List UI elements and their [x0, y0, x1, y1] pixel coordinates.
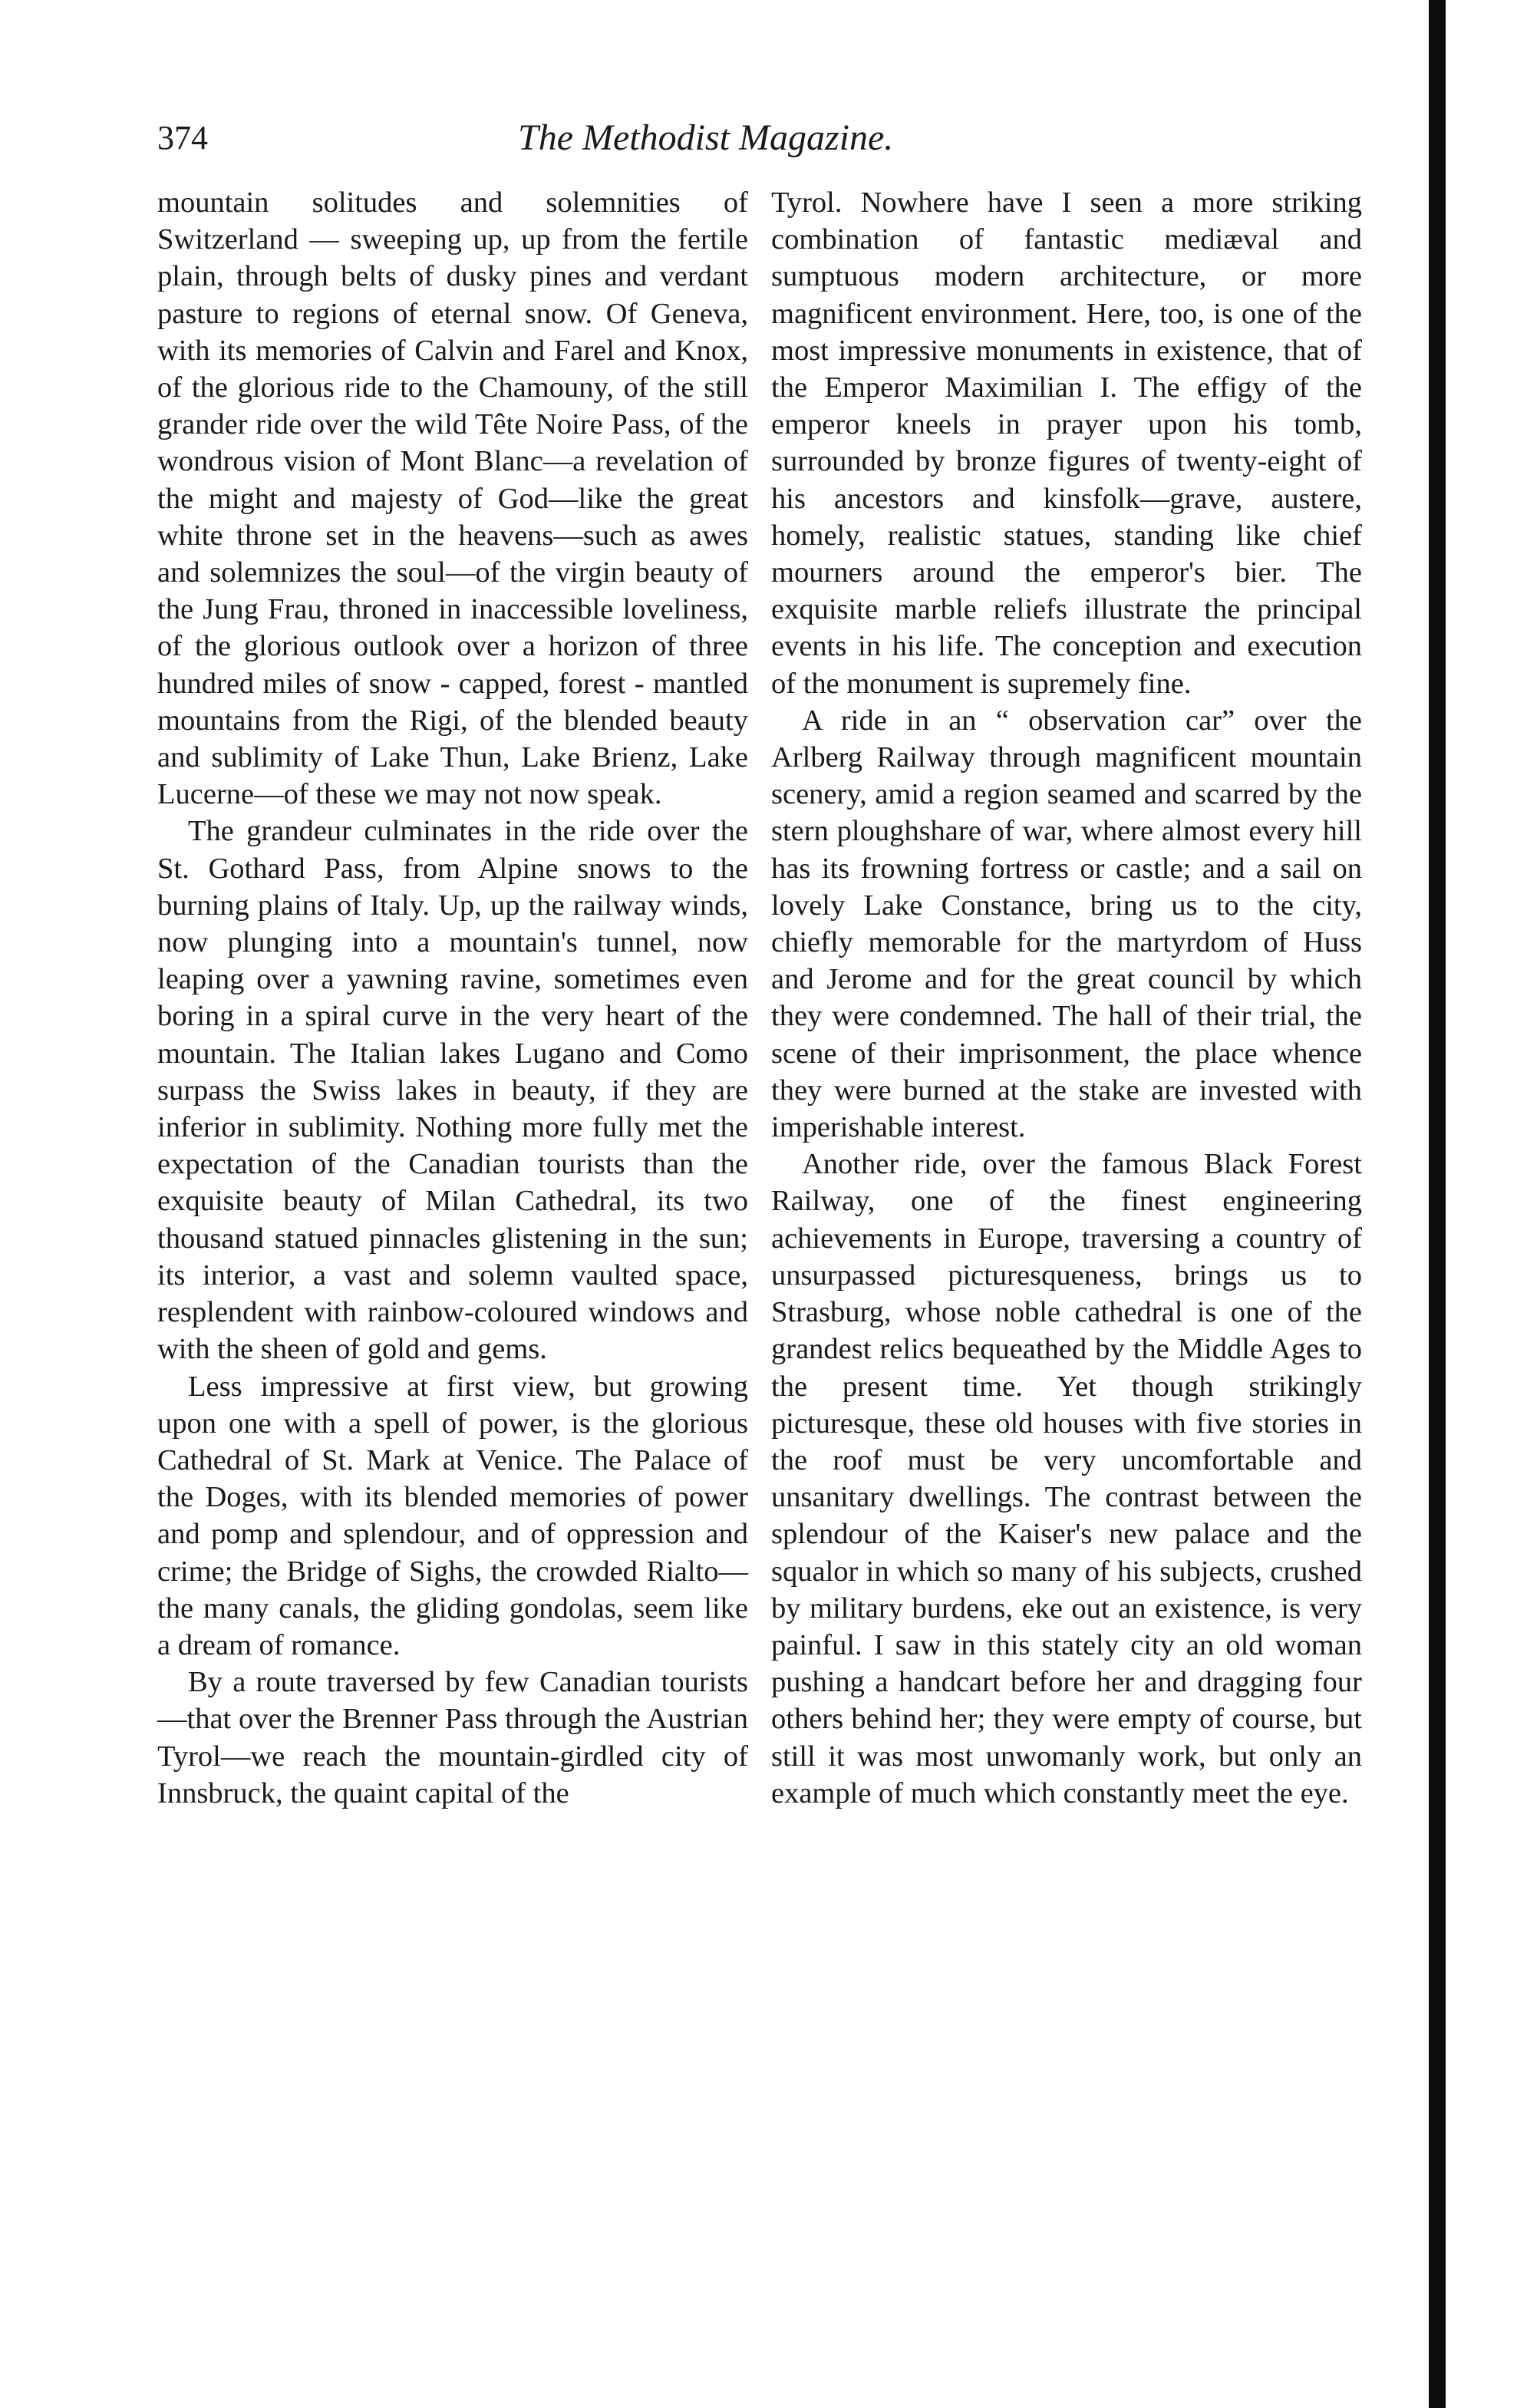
- paragraph: By a route traversed by few Canadian tourists—that over the Brenner Pass through the Austrian Tyrol—we reach the mountain-girdled city of Innsbruck, the quaint capital of the: [157, 1666, 748, 1809]
- paragraph: The grandeur culminates in the ride over the St. Gothard Pass, from Alpine snows to the burning plains of Italy. Up, up the railway winds, now plunging into a mountain's tunnel, now leaping over a yawning ravine, sometimes even boring in a spiral curve in the very heart of the mountain. The Italian lakes Lugano and Como surpass the Swiss lakes in beauty, if they are inferior in sublimity. Nothing more fully met the expectation of the Canadian tourists than the exquisite beauty of Milan Cathedral, its two thousand statued pinnacles glistening in the sun; its interior, a vast and solemn vaulted space, resplendent with rainbow-coloured windows and with the sheen of gold and gems.: [157, 815, 748, 1366]
- binding-edge-shadow: [1429, 0, 1446, 2408]
- paragraph: A ride in an “ observation car” over the Arlberg Railway through magnificent mountain scenery, amid a region seamed and scarred by the stern ploughshare of war, where almost every hill has its frowning fortress or castle; and a sail on lovely Lake Constance, bring us to the city, chiefly memorable for the martyrdom of Huss and Jerome and for the great council by which they were condemned. The hall of their trial, the scene of their imprisonment, the place whence they were burned at the stake are invested with imperishable interest.: [771, 704, 1362, 1144]
- left-column: [157, 184, 748, 1812]
- running-title: The Methodist Magazine.: [518, 117, 894, 158]
- page-margin: [1446, 0, 1517, 2408]
- paragraph: Another ride, over the famous Black Forest Railway, one of the finest engineering achievements in Europe, traversing a country of unsurpassed picturesqueness, brings us to Strasburg, whose noble cathedral is one of the grandest relics bequeathed by the Middle Ages to the present time. Yet though strikingly picturesque, these old houses with five stories in the roof must be very uncomfortable and unsanitary dwellings. The contrast between the splendour of the Kaiser's new palace and the squalor in which so many of his subjects, crushed by military burdens, eke out an existence, is very painful. I saw in this stately city an old woman pushing a handcart before her and dragging four others behind her; they were empty of course, but still it was most unwomanly work, but only an example of much which constantly meet the eye.: [771, 1148, 1362, 1809]
- paragraph: Less impressive at first view, but growing upon one with a spell of power, is the glorious Cathedral of St. Mark at Venice. The Palace of the Doges, with its blended memories of power and pomp and splendour, and of oppression and crime; the Bridge of Sighs, the crowded Rialto—the many canals, the gliding gondolas, seem like a dream of romance.: [157, 1370, 748, 1661]
- page-number: 374: [157, 119, 208, 157]
- page-header: [157, 115, 1001, 169]
- right-column: [771, 184, 1362, 1812]
- paragraph: mountain solitudes and solemnities of Switzerland — sweeping up, up from the fertile plain, through belts of dusky pines and verdant pasture to regions of eternal snow. Of Geneva, with its memories of Calvin and Farel and Knox, of the glorious ride to the Chamouny, of the still grander ride over the wild Tête Noire Pass, of the wondrous vision of Mont Blanc—a revelation of the might and majesty of God—like the great white throne set in the heavens—such as awes and solemnizes the soul—of the virgin beauty of the Jung Frau, throned in inaccessible loveliness, of the glorious outlook over a horizon of three hundred miles of snow - capped, forest - mantled mountains from the Rigi, of the blended beauty and sublimity of Lake Thun, Lake Brienz, Lake Lucerne—of these we may not now speak.: [157, 186, 748, 811]
- paragraph: Tyrol. Nowhere have I seen a more striking combination of fantastic mediæval and sumptuous modern architecture, or more magnificent environment. Here, too, is one of the most impressive monuments in existence, that of the Emperor Maximilian I. The effigy of the emperor kneels in prayer upon his tomb, surrounded by bronze figures of twenty-eight of his ancestors and kinsfolk—grave, austere, homely, realistic statues, standing like chief mourners around the emperor's bier. The exquisite marble reliefs illustrate the principal events in his life. The conception and execution of the monument is supremely fine.: [771, 186, 1362, 700]
